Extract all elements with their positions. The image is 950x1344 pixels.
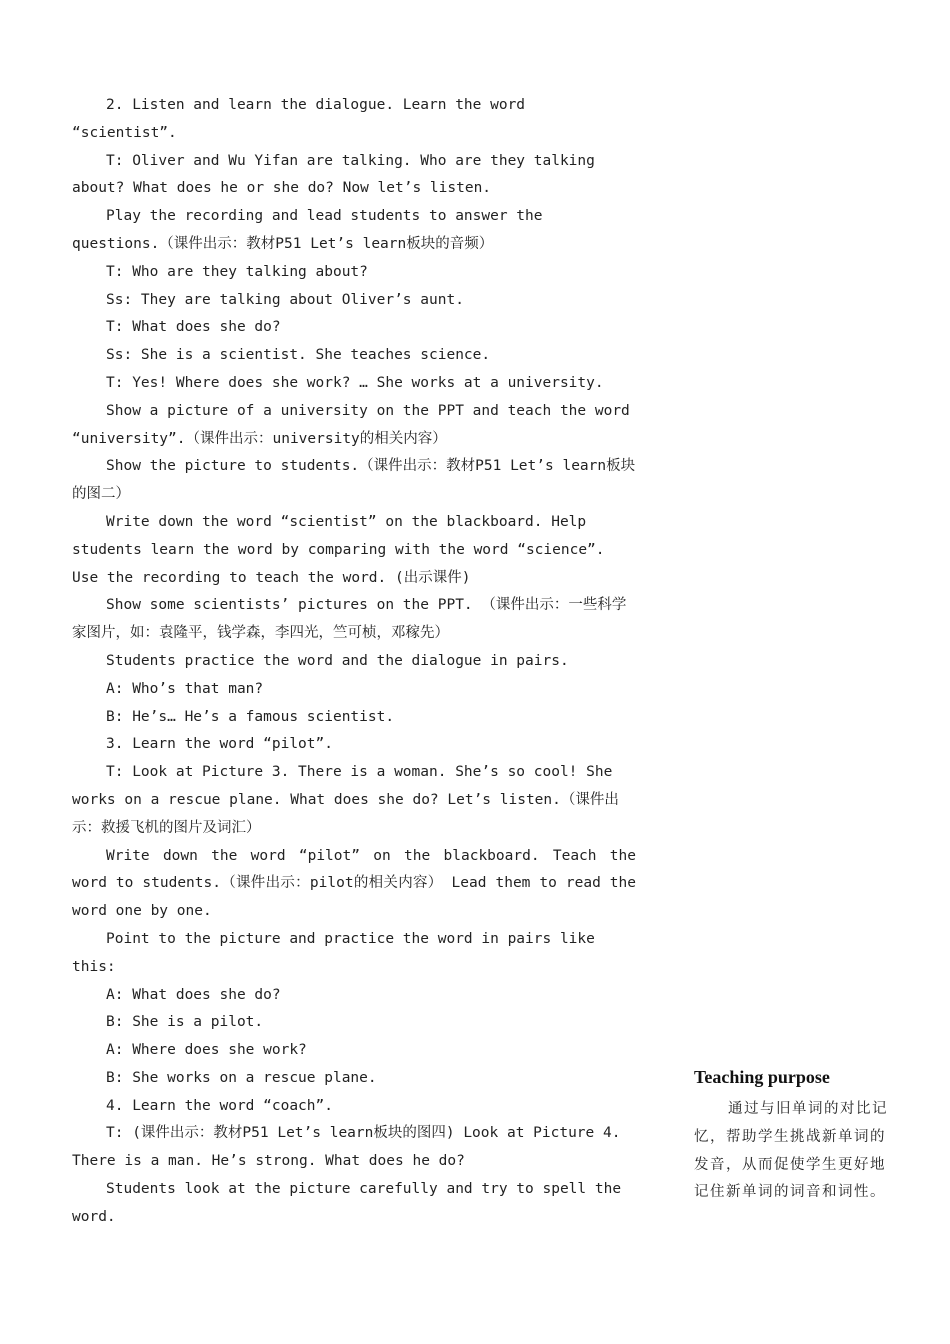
paragraph-play-recording: Play the recording and lead students to answer the questions.（课件出示：教材P51 Let’s learn板块的音频） bbox=[72, 208, 543, 252]
teaching-purpose-text: 通过与旧单词的对比记忆，帮助学生挑战新单词的发音，从而促使学生更好地记住新单词的词音和词性。 bbox=[694, 1101, 888, 1201]
dialogue-line: A: What does she do? bbox=[106, 986, 281, 1003]
paragraph-show-picture: Show the picture to students.（课件出示：教材P51 Let’s learn板块的图二） bbox=[72, 458, 636, 503]
paragraph-university: Show a picture of a university on the PPT and teach the word “university”.（课件出示：university的相关内容） bbox=[72, 402, 630, 447]
dialogue-line: T: Who are they talking about? bbox=[106, 263, 368, 280]
dialogue-line: T: Yes! Where does she work? … She works at a university. bbox=[106, 374, 604, 391]
dialogue-line: B: He’s… He’s a famous scientist. bbox=[106, 708, 395, 725]
paragraph-scientists-pictures: Show some scientists’ pictures on the PPT. （课件出示：一些科学家图片，如：袁隆平，钱学森，李四光，竺可桢，邓稼先） bbox=[72, 597, 627, 642]
paragraph-practice-pairs: Students practice the word and the dialogue in pairs. bbox=[106, 652, 569, 669]
paragraph-teacher-intro: T: Oliver and Wu Yifan are talking. Who are they talking about? What does he or she do? Now let’s listen. bbox=[72, 152, 595, 197]
paragraph-write-pilot: Write down the word “pilot” on the blackboard. Teach the word to students.（课件出示：pilot的相关内容） Lead them to read the word one by one. bbox=[72, 847, 636, 920]
dialogue-line: Ss: They are talking about Oliver’s aunt. bbox=[106, 291, 464, 308]
dialogue-line: B: She works on a rescue plane. bbox=[106, 1069, 377, 1086]
dialogue-line: A: Who’s that man? bbox=[106, 680, 264, 697]
paragraph-point-practice: Point to the picture and practice the word in pairs like this: bbox=[72, 930, 595, 975]
paragraph-step-4-title: 4. Learn the word “coach”. bbox=[106, 1097, 333, 1114]
paragraph-spell-word: Students look at the picture carefully and try to spell the word. bbox=[72, 1181, 622, 1225]
lesson-procedure bbox=[72, 92, 636, 1232]
teaching-purpose-heading: Teaching purpose bbox=[694, 1067, 830, 1087]
paragraph-picture-3: T: Look at Picture 3. There is a woman. She’s so cool! She works on a rescue plane. What does she do? Let’s listen.（课件出示：救援飞机的图片及词汇） bbox=[72, 764, 619, 836]
paragraph-step-3-title: 3. Learn the word “pilot”. bbox=[106, 736, 333, 753]
dialogue-line: B: She is a pilot. bbox=[106, 1014, 264, 1031]
teaching-purpose-note bbox=[694, 1064, 892, 1207]
dialogue-line: Ss: She is a scientist. She teaches science. bbox=[106, 347, 491, 364]
paragraph-picture-4: T: (课件出示：教材P51 Let’s learn板块的图四) Look at Picture 4. There is a man. He’s strong. What does he do? bbox=[72, 1125, 621, 1170]
dialogue-line: A: Where does she work? bbox=[106, 1042, 307, 1059]
paragraph-write-scientist: Write down the word “scientist” on the blackboard. Help students learn the word by comparing with the word “science”. Use the recording to teach the word. (出示课件) bbox=[72, 513, 605, 586]
dialogue-line: T: What does she do? bbox=[106, 319, 281, 336]
paragraph-step-2-title: 2. Listen and learn the dialogue. Learn the word “scientist”. bbox=[72, 97, 526, 141]
